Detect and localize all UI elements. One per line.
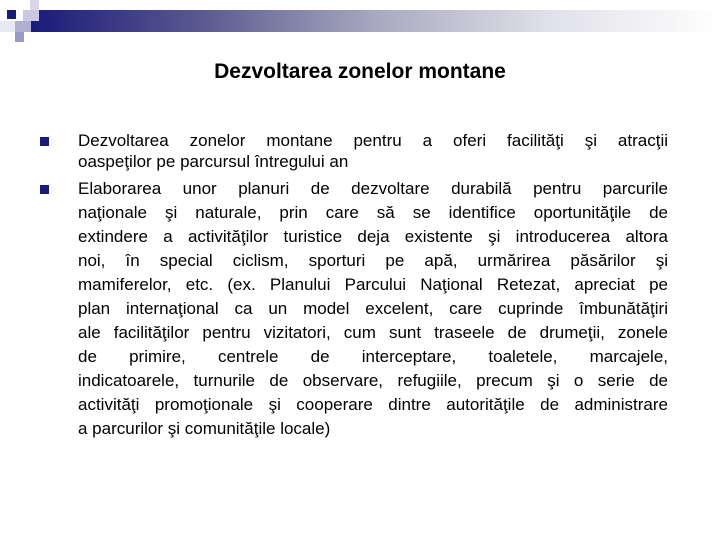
text-line: noi, în special ciclism, sporturi pe apă, urmărirea păsărilor şi (78, 251, 668, 270)
text-line: Dezvoltarea zonelor montane pentru a oferi facilităţi şi atracţii (78, 131, 668, 150)
text-line: de primire, centrele de interceptare, toaletele, marcajele, (78, 347, 668, 366)
text-line: naţionale şi naturale, prin care să se identifice oportunităţile de (78, 203, 668, 222)
text-line: a parcurilor şi comunităţile locale) (78, 419, 331, 438)
text-line: ale facilităţilor pentru vizitatori, cum sunt traseele de drumeţii, zonele (78, 323, 668, 342)
slide-title: Dezvoltarea zonelor montane (214, 60, 506, 83)
text-line: oaspeţilor pe parcursul întregului an (78, 152, 349, 171)
decor-square-mid (15, 32, 24, 42)
text-line: extindere a activităţilor turistice deja existente şi introducerea altora (78, 227, 668, 246)
decor-square-mid (15, 21, 31, 32)
text-line: mamiferelor, etc. (ex. Planului Parcului Naţional Retezat, apreciat pe (78, 275, 668, 294)
decor-square-dark (7, 10, 16, 19)
header-gradient-bar (30, 10, 720, 32)
decor-square-light (30, 0, 39, 10)
bullet-marker (40, 137, 49, 146)
decor-square-light (23, 10, 39, 21)
text-line: Elaborarea unor planuri de dezvoltare durabilă pentru parcurile (78, 179, 668, 198)
text-line: indicatoarele, turnurile de observare, refugiile, precum şi o serie de (78, 371, 668, 390)
bullet-marker (40, 185, 49, 194)
text-line: plan internaţional ca un model excelent, care cuprinde îmbunătăţiri (78, 299, 668, 318)
text-line: activităţi promoţionale şi cooperare dintre autorităţile de administrare (78, 395, 668, 414)
decor-square-pale (0, 21, 15, 32)
